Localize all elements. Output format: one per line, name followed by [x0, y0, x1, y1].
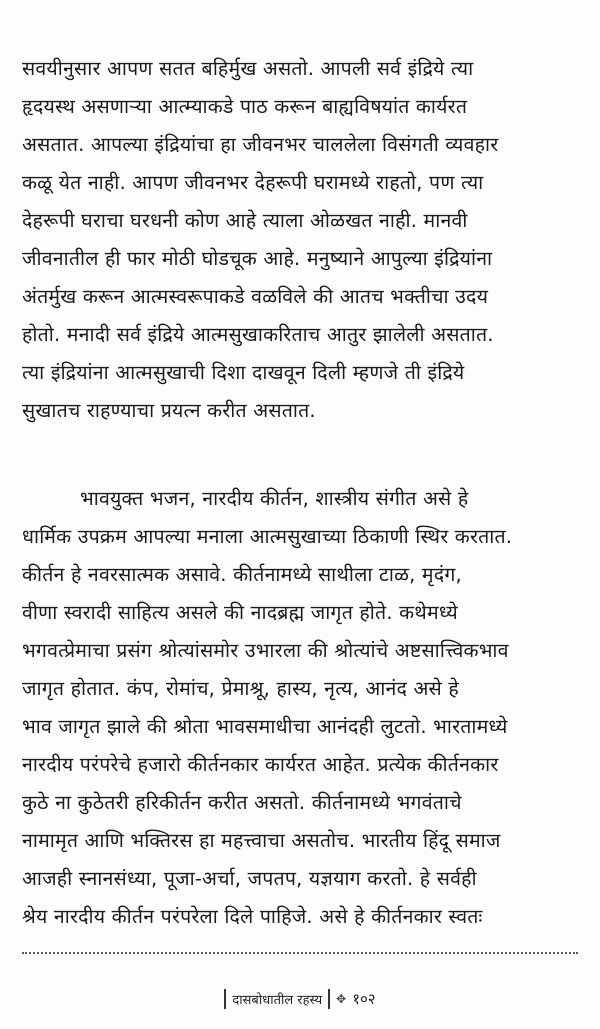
paragraph-line: कळू येत नाही. आपण जीवनभर देहरूपी घरामध्ये राहतो, पण त्या	[22, 171, 484, 194]
paragraph-line: श्रेय नारदीय कीर्तन परंपरेला दिले पाहिजे. असे हे कीर्तनकार स्वतः	[22, 905, 483, 928]
paragraph-line: अंतर्मुख करून आत्मस्वरूपाकडे वळविले की आतच भक्तीचा उदय	[22, 285, 489, 308]
page-footer	[0, 986, 600, 1012]
paragraph-line: सवयीनुसार आपण सतत बहिर्मुख असतो. आपली सर्व इंद्रिये त्या	[22, 57, 474, 80]
paragraph-line: भगवत्प्रेमाचा प्रसंग श्रोत्यांसमोर उभारला की श्रोत्यांचे अष्टसात्त्विकभाव	[22, 639, 509, 662]
paragraph-line: आजही स्नानसंध्या, पूजा-अर्चा, जपतप, यज्ञयाग करतो. हे सर्वही	[22, 867, 477, 890]
paragraph-line: नामामृत आणि भक्तिरस हा महत्त्वाचा असतोच. भारतीय हिंदू समाज	[22, 829, 501, 852]
paragraph-line: होतो. मनादी सर्व इंद्रिये आत्मसुखाकरिताच आतुर झालेली असतात.	[22, 323, 494, 346]
paragraph-2	[22, 480, 578, 936]
paragraph-line: नारदीय परंपरेचे हजारो कीर्तनकार कार्यरत आहेत. प्रत्येक कीर्तनकार	[22, 753, 499, 776]
paragraph-line: सुखातच राहण्याचा प्रयत्न करीत असतात.	[22, 399, 316, 422]
paragraph-line: भाव जागृत झाले की श्रोता भावसमाधीचा आनंदही लुटतो. भारतामध्ये	[22, 715, 508, 738]
page-number: १०२	[352, 990, 376, 1008]
paragraph-line: जीवनातील ही फार मोठी घोडचूक आहे. मनुष्याने आपुल्या इंद्रियांना	[22, 247, 493, 270]
paragraph-line: कुठे ना कुठेतरी हरिकीर्तन करीत असतो. कीर्तनामध्ये भगवंताचे	[22, 791, 462, 814]
paragraph-line: हृदयस्थ असणाऱ्या आत्म्याकडे पाठ करून बाह्यविषयांत कार्यरत	[22, 95, 468, 118]
paragraph-line: धार्मिक उपक्रम आपल्या मनाला आत्मसुखाच्या ठिकाणी स्थिर करतात.	[22, 525, 513, 548]
paragraph-line: वीणा स्वरादी साहित्य असले की नादब्रह्म जागृत होते. कथेमध्ये	[22, 601, 458, 624]
paragraph-line: देहरूपी घराचा घरधनी कोण आहे त्याला ओळखत नाही. मानवी	[22, 209, 468, 232]
paragraph-line: जागृत होतात. कंप, रोमांच, प्रेमाश्रू, हास्य, नृत्य, आनंद असे हे	[22, 677, 459, 700]
paragraph-1	[22, 50, 578, 430]
footer-divider	[22, 952, 578, 954]
book-title: दासबोधातील रहस्य	[224, 989, 330, 1009]
paragraph-line: भावयुक्त भजन, नारदीय कीर्तन, शास्त्रीय संगीत असे हे	[80, 487, 469, 510]
ornament-icon: ✥	[336, 992, 347, 1006]
paragraph-line: त्या इंद्रियांना आत्मसुखाची दिशा दाखवून दिली म्हणजे ती इंद्रिये	[22, 361, 465, 384]
paragraph-line: असतात. आपल्या इंद्रियांचा हा जीवनभर चाललेला विसंगती व्यवहार	[22, 133, 499, 156]
paragraph-line: कीर्तन हे नवरसात्मक असावे. कीर्तनामध्ये साथीला टाळ, मृदंग,	[22, 563, 462, 586]
